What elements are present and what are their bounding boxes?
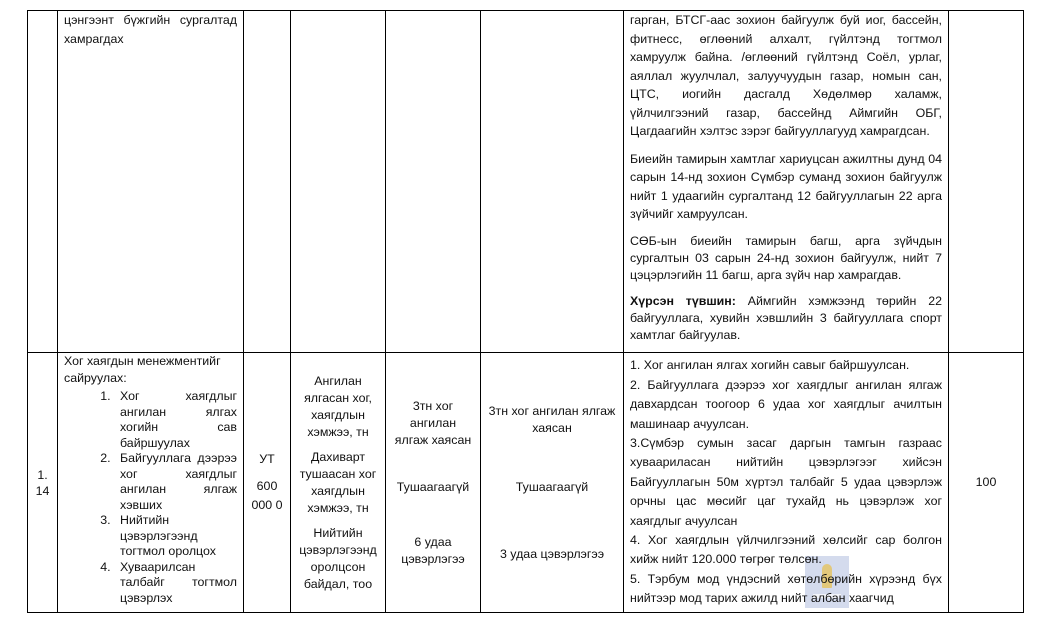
task-item: 2. Байгууллага дээрээ хог хаягдлыг ангилан ялгаж хэвших bbox=[114, 451, 237, 513]
budget-amount: 600 000 0 bbox=[251, 479, 283, 512]
score-cell: 100 bbox=[949, 353, 1024, 613]
actual-cell bbox=[481, 11, 624, 353]
task-text: цэнгээнт бүжгийн сургалтад хамрагдах bbox=[64, 13, 237, 46]
row-number: 1. 14 bbox=[28, 353, 58, 613]
budget-source: УТ bbox=[259, 452, 275, 466]
row-number bbox=[28, 11, 58, 353]
actual-value: Тушаагаагүй bbox=[515, 479, 589, 494]
task-cell bbox=[58, 353, 244, 613]
indicator: Дахиварт тушаасан хог хаягдлын хэмжээ, тн bbox=[299, 449, 377, 515]
task-item: 4. Хуваарилсан талбайг тогтмол цэвэрлэх bbox=[114, 560, 237, 607]
report-cell bbox=[624, 353, 949, 613]
actual-cell bbox=[481, 353, 624, 613]
budget-cell bbox=[244, 353, 291, 613]
result-text: Аймгийн хэмжээнд төрийн 22 байгууллага, хувийн хэвшлийн 3 байгууллага спорт хамтлаг байгуулав. bbox=[630, 293, 942, 342]
indicator: Ангилан ялгасан хог, хаягдлын хэмжээ, тн bbox=[304, 373, 372, 439]
score-cell bbox=[949, 11, 1024, 353]
target-cell bbox=[386, 353, 481, 613]
target-value: 6 удаа цэвэрлэгээ bbox=[401, 534, 465, 566]
target-cell bbox=[386, 11, 481, 353]
report-line: 3.Сүмбэр сумын засаг даргын тамгын газраас хуваариласан нийтийн цэвэрлэгээг хийсэн Байгууллагын 50м хүртэл талбайг 5 удаа цэвэрлэж орчны цас мөсийг цаг тухайд нь цэвэрлэж хог хаягдлыг ачуулсан bbox=[630, 435, 942, 528]
actual-value: 3 удаа цэвэрлэгээ bbox=[499, 546, 605, 561]
report-line: 5. Тэрбум мод үндэсний хөтөлбөрийн хүрээнд бүх нийтээр мод тарих ажилд нийт албан хаагчид bbox=[630, 571, 942, 606]
report-paragraph: гарган, БТСГ-аас зохион байгуулж буй иог, бассейн, фитнесс, өглөөний алхалт, гүйлтэнд тогтмол хамруулж байна. /өглөөний гүйлтэнд Соёл, урлаг, аяллал жуулчлал, залуучуудын газар, номын сан, ЦТС, иогийн дасгалд Хөдөлмөр халамж, үйлчилгээний газар, бассейнд Аймгийн ОБГ, Цагдаагийн хэлтэс зэрэг байгууллагууд хамрагдсан. bbox=[630, 13, 942, 138]
task-cell bbox=[58, 11, 244, 353]
task-item: 3. Нийтийн цэвэрлэгээнд тогтмол оролцох bbox=[114, 513, 237, 560]
task-list bbox=[64, 389, 237, 606]
indicator-cell bbox=[291, 11, 386, 353]
report-line: 4. Хог хаягдлын үйлчилгээний хөлсийг сар болгон хийж нийт 120.000 төгрөг төлсөн. bbox=[630, 533, 942, 567]
result-paragraph bbox=[630, 293, 942, 344]
report-paragraph: СӨБ-ын биеийн тамирын багш, арга зүйчдын сургалтын 03 сарын 24-нд зохион байгуулж, нийт 7 цэцэрлэгийн 11 багш, арга зүйч нар хамрагдав. bbox=[630, 233, 942, 282]
report-line: 2. Байгууллага дээрээ хог хаягдлыг ангилан ялгаж давхардсан тоогоор 6 удаа хог хаягдлыг ачилтын машинаар ачуулсан. bbox=[630, 377, 942, 431]
indicator-cell bbox=[291, 353, 386, 613]
target-value: Тушаагаагүй bbox=[396, 479, 470, 494]
table-row bbox=[28, 353, 1024, 613]
report-paragraph: Биеийн тамирын хамтлаг хариуцсан ажилтны дунд 04 сарын 14-нд зохион Сүмбэр суманд зохион байгуулж нийт 1 удаагийн сургалтанд 12 байгууллагын 22 арга зүйчийг хамруулсан. bbox=[630, 151, 942, 221]
task-item: 1. Хог хаягдлыг ангилан ялгах хогийн сав байршуулах bbox=[114, 389, 237, 451]
report-table bbox=[27, 10, 1024, 613]
target-value: 3тн хог ангилан ялгаж хаясан bbox=[394, 398, 472, 447]
indicator: Нийтийн цэвэрлэгээнд оролцсон байдал, тоо bbox=[299, 525, 377, 591]
actual-value: 3тн хог ангилан ялгаж хаясан bbox=[488, 403, 616, 435]
report-line: 1. Хог ангилан ялгах хогийн савыг байршуулсан. bbox=[630, 358, 910, 373]
budget-cell bbox=[244, 11, 291, 353]
table-row bbox=[28, 11, 1024, 353]
task-title: Хог хаягдын менежментийг сайруулах: bbox=[64, 354, 221, 385]
result-label: Хүрсэн түвшин: bbox=[630, 293, 736, 308]
report-cell bbox=[624, 11, 949, 353]
